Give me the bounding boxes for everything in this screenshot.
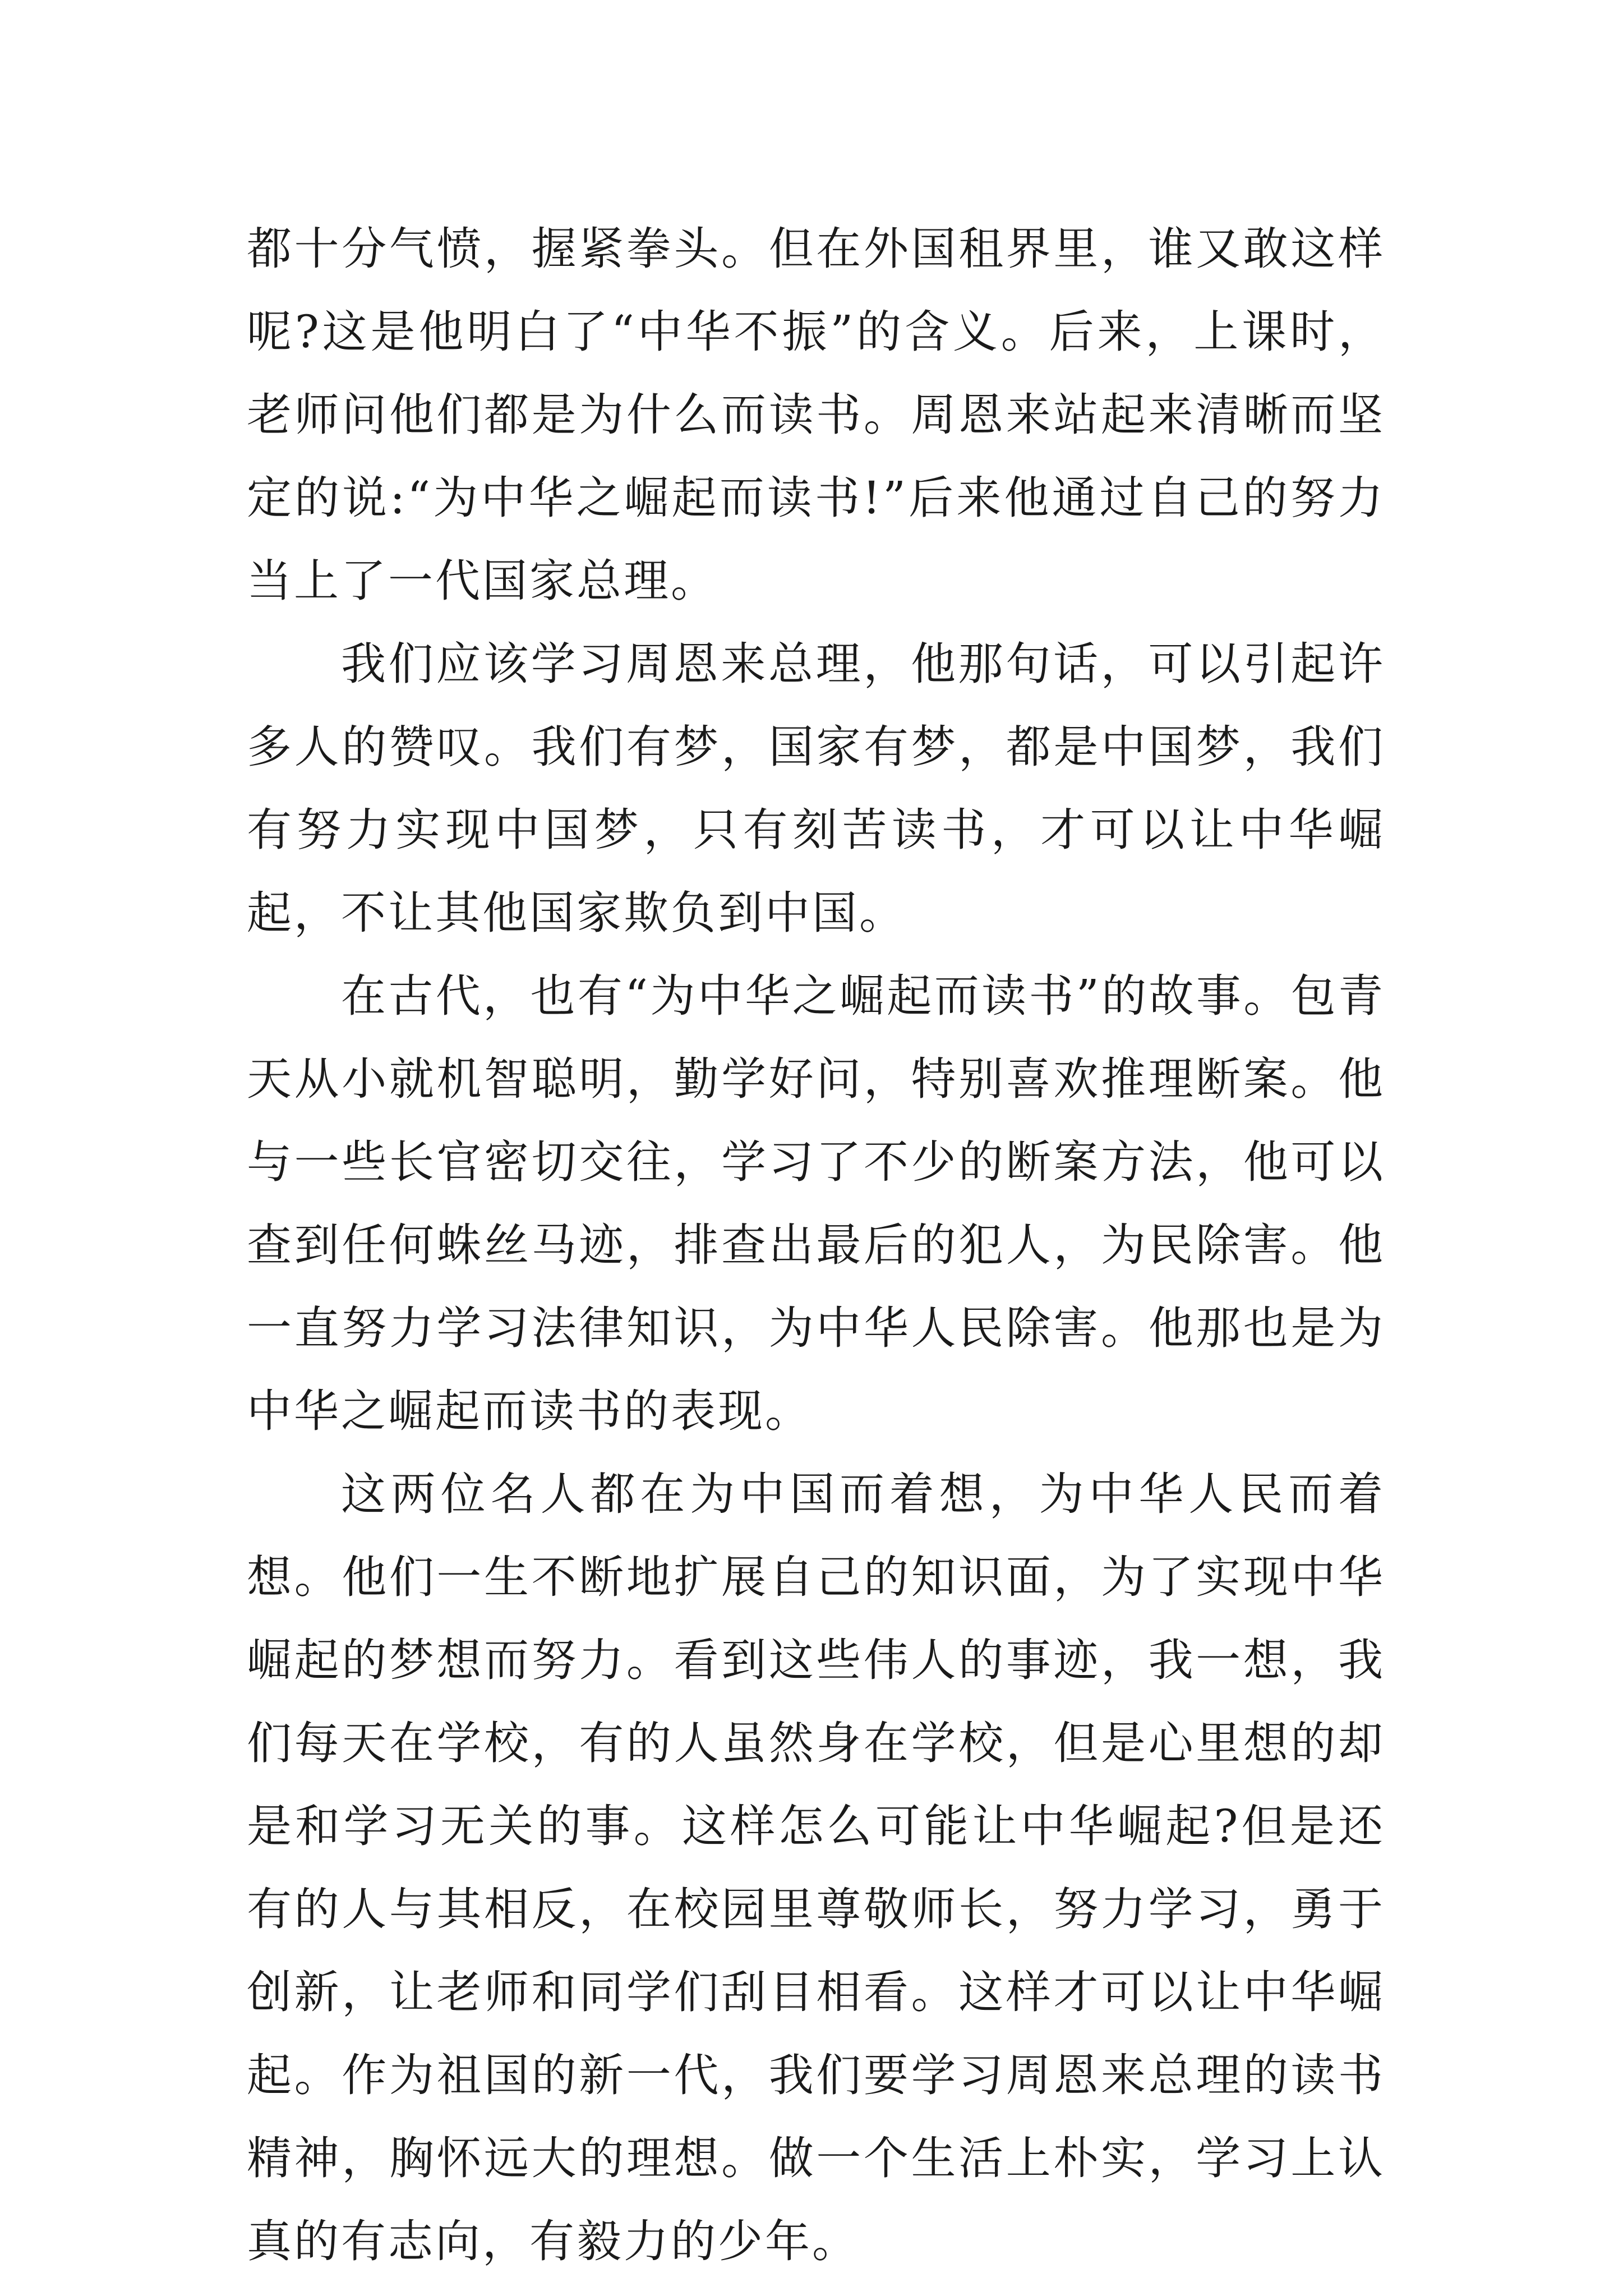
paragraph-continuation: 都十分气愤，握紧拳头。但在外国租界里，谁又敢这样呢?这是他明白了“中华不振”的含义。后来，上课时，老师问他们都是为什么而读书。周恩来站起来清晰而坚定的说:“为中华之崛起而读书!”后来他通过自己的努力当上了一代国家总理。 (247, 223, 1385, 607)
paragraph: 在古代，也有“为中华之崛起而读书”的故事。包青天从小就机智聪明，勤学好问，特别喜欢推理断案。他与一些长官密切交往，学习了不少的断案方法，他可以查到任何蛛丝马迹，排查出最后的犯人，为民除害。他一直努力学习法律知识，为中华人民除害。他那也是为中华之崛起而读书的表现。 (247, 970, 1385, 1437)
document-body (247, 208, 1385, 2283)
paragraph: 我们应该学习周恩来总理，他那句话，可以引起许多人的赞叹。我们有梦，国家有梦，都是中国梦，我们有努力实现中国梦，只有刻苦读书，才可以让中华崛起，不让其他国家欺负到中国。 (247, 638, 1385, 939)
paragraph: 这两位名人都在为中国而着想，为中华人民而着想。他们一生不断地扩展自己的知识面，为了实现中华崛起的梦想而努力。看到这些伟人的事迹，我一想，我们每天在学校，有的人虽然身在学校，但是心里想的却是和学习无关的事。这样怎么可能让中华崛起?但是还有的人与其相反，在校园里尊敬师长，努力学习，勇于创新，让老师和同学们刮目相看。这样才可以让中华崛起。作为祖国的新一代，我们要学习周恩来总理的读书精神，胸怀远大的理想。做一个生活上朴实，学习上认真的有志向，有毅力的少年。 (247, 1468, 1385, 2267)
